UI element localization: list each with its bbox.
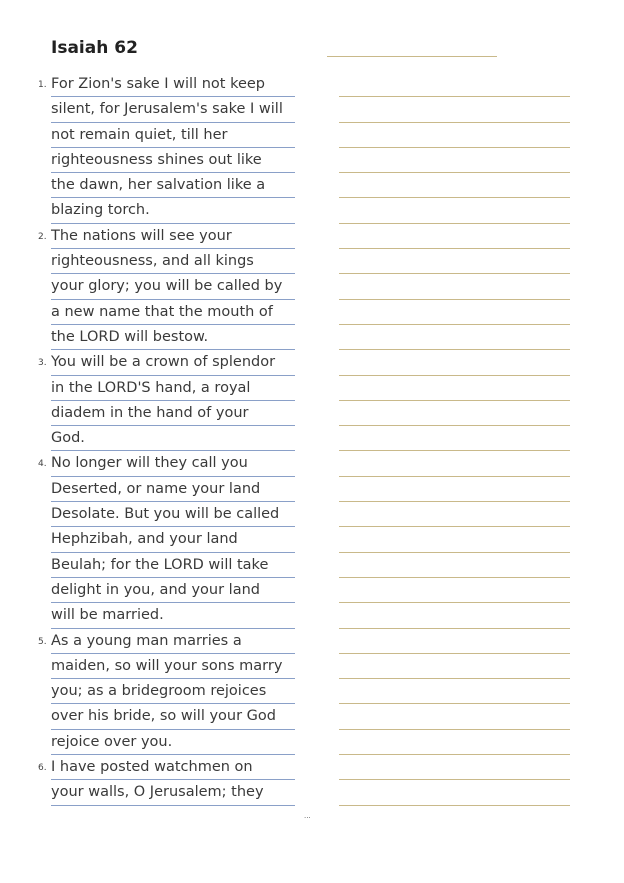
verse-line bbox=[51, 527, 295, 552]
writing-line[interactable] bbox=[339, 325, 570, 350]
verse-line bbox=[51, 173, 295, 198]
verse-line bbox=[51, 780, 295, 805]
verse-text: not remain quiet, till her bbox=[51, 126, 228, 143]
verse-text: As a young man marries a bbox=[51, 632, 242, 649]
verse-line bbox=[38, 755, 295, 780]
writing-line[interactable] bbox=[339, 603, 570, 628]
verse-line bbox=[51, 401, 295, 426]
writing-line[interactable] bbox=[339, 780, 570, 805]
verse-text: You will be a crown of splendor bbox=[51, 354, 276, 371]
verse-line bbox=[51, 502, 295, 527]
verse-number: 3. bbox=[38, 358, 47, 369]
verse-line bbox=[51, 249, 295, 274]
writing-line[interactable] bbox=[339, 72, 570, 97]
verse-line bbox=[38, 451, 295, 476]
writing-line[interactable] bbox=[339, 426, 570, 451]
writing-line[interactable] bbox=[339, 755, 570, 780]
verse-line bbox=[51, 704, 295, 729]
writing-line[interactable] bbox=[339, 224, 570, 249]
verse-line bbox=[51, 426, 295, 451]
writing-line[interactable] bbox=[339, 451, 570, 476]
verse-line bbox=[51, 274, 295, 299]
writing-line[interactable] bbox=[339, 629, 570, 654]
verse-line bbox=[38, 224, 295, 249]
verse-line bbox=[51, 148, 295, 173]
writing-line[interactable] bbox=[339, 401, 570, 426]
writing-line[interactable] bbox=[339, 350, 570, 375]
verse-text: will be married. bbox=[51, 607, 164, 624]
verse-text: rejoice over you. bbox=[51, 733, 173, 750]
writing-line[interactable] bbox=[339, 173, 570, 198]
verse-text: blazing torch. bbox=[51, 202, 150, 219]
verse-line bbox=[38, 629, 295, 654]
writing-line[interactable] bbox=[339, 502, 570, 527]
verse-text: diadem in the hand of your bbox=[51, 404, 249, 421]
verse-line bbox=[51, 123, 295, 148]
verse-text: your walls, O Jerusalem; they bbox=[51, 784, 264, 801]
writing-line[interactable] bbox=[339, 300, 570, 325]
verse-line bbox=[51, 578, 295, 603]
writing-line[interactable] bbox=[339, 123, 570, 148]
verse-line bbox=[51, 654, 295, 679]
verse-line bbox=[51, 603, 295, 628]
writing-line[interactable] bbox=[339, 376, 570, 401]
writing-practice-column bbox=[339, 72, 570, 806]
page-title: Isaiah 62 bbox=[51, 38, 138, 58]
verse-number: 5. bbox=[38, 636, 47, 647]
verse-text: I have posted watchmen on bbox=[51, 759, 253, 776]
writing-line[interactable] bbox=[339, 578, 570, 603]
writing-line[interactable] bbox=[339, 148, 570, 173]
verse-text: God. bbox=[51, 430, 85, 447]
writing-line[interactable] bbox=[339, 730, 570, 755]
writing-line[interactable] bbox=[339, 553, 570, 578]
verse-text: a new name that the mouth of bbox=[51, 303, 273, 320]
writing-line[interactable] bbox=[339, 274, 570, 299]
verse-line bbox=[51, 97, 295, 122]
verse-text: Deserted, or name your land bbox=[51, 480, 261, 497]
title-writing-line bbox=[327, 56, 497, 57]
verse-text: For Zion's sake I will not keep bbox=[51, 76, 266, 92]
verse-text: maiden, so will your sons marry bbox=[51, 657, 283, 674]
writing-line[interactable] bbox=[339, 704, 570, 729]
verse-line bbox=[51, 300, 295, 325]
verse-number: 6. bbox=[38, 763, 47, 774]
verse-line bbox=[51, 477, 295, 502]
verse-line bbox=[38, 72, 295, 97]
verse-line bbox=[51, 553, 295, 578]
verse-text: The nations will see your bbox=[51, 227, 232, 244]
verse-text: over his bride, so will your God bbox=[51, 708, 276, 725]
writing-line[interactable] bbox=[339, 527, 570, 552]
writing-line[interactable] bbox=[339, 654, 570, 679]
scripture-text-column bbox=[38, 72, 295, 806]
verse-number: 4. bbox=[38, 459, 47, 470]
verse-text: righteousness shines out like bbox=[51, 151, 262, 168]
writing-line[interactable] bbox=[339, 679, 570, 704]
verse-number: 2. bbox=[38, 231, 47, 242]
verse-text: No longer will they call you bbox=[51, 455, 248, 472]
verse-text: delight in you, and your land bbox=[51, 581, 260, 598]
verse-text: you; as a bridegroom rejoices bbox=[51, 683, 267, 700]
verse-number: 1. bbox=[38, 80, 47, 90]
writing-line[interactable] bbox=[339, 249, 570, 274]
page-number-mark: ... bbox=[304, 812, 311, 820]
verse-text: Hephzibah, and your land bbox=[51, 531, 238, 548]
verse-text: Beulah; for the LORD will take bbox=[51, 556, 269, 573]
writing-line[interactable] bbox=[339, 97, 570, 122]
verse-text: righteousness, and all kings bbox=[51, 253, 254, 270]
verse-line bbox=[51, 325, 295, 350]
verse-text: your glory; you will be called by bbox=[51, 278, 283, 295]
verse-text: the dawn, her salvation like a bbox=[51, 177, 266, 194]
verse-text: silent, for Jerusalem's sake I will bbox=[51, 101, 283, 118]
verse-text: in the LORD'S hand, a royal bbox=[51, 379, 251, 396]
verse-line bbox=[51, 730, 295, 755]
writing-line[interactable] bbox=[339, 477, 570, 502]
verse-text: Desolate. But you will be called bbox=[51, 506, 280, 523]
verse-line bbox=[51, 376, 295, 401]
writing-line[interactable] bbox=[339, 198, 570, 223]
verse-line bbox=[51, 679, 295, 704]
verse-text: the LORD will bestow. bbox=[51, 328, 209, 345]
verse-line bbox=[38, 350, 295, 375]
verse-line bbox=[51, 198, 295, 223]
